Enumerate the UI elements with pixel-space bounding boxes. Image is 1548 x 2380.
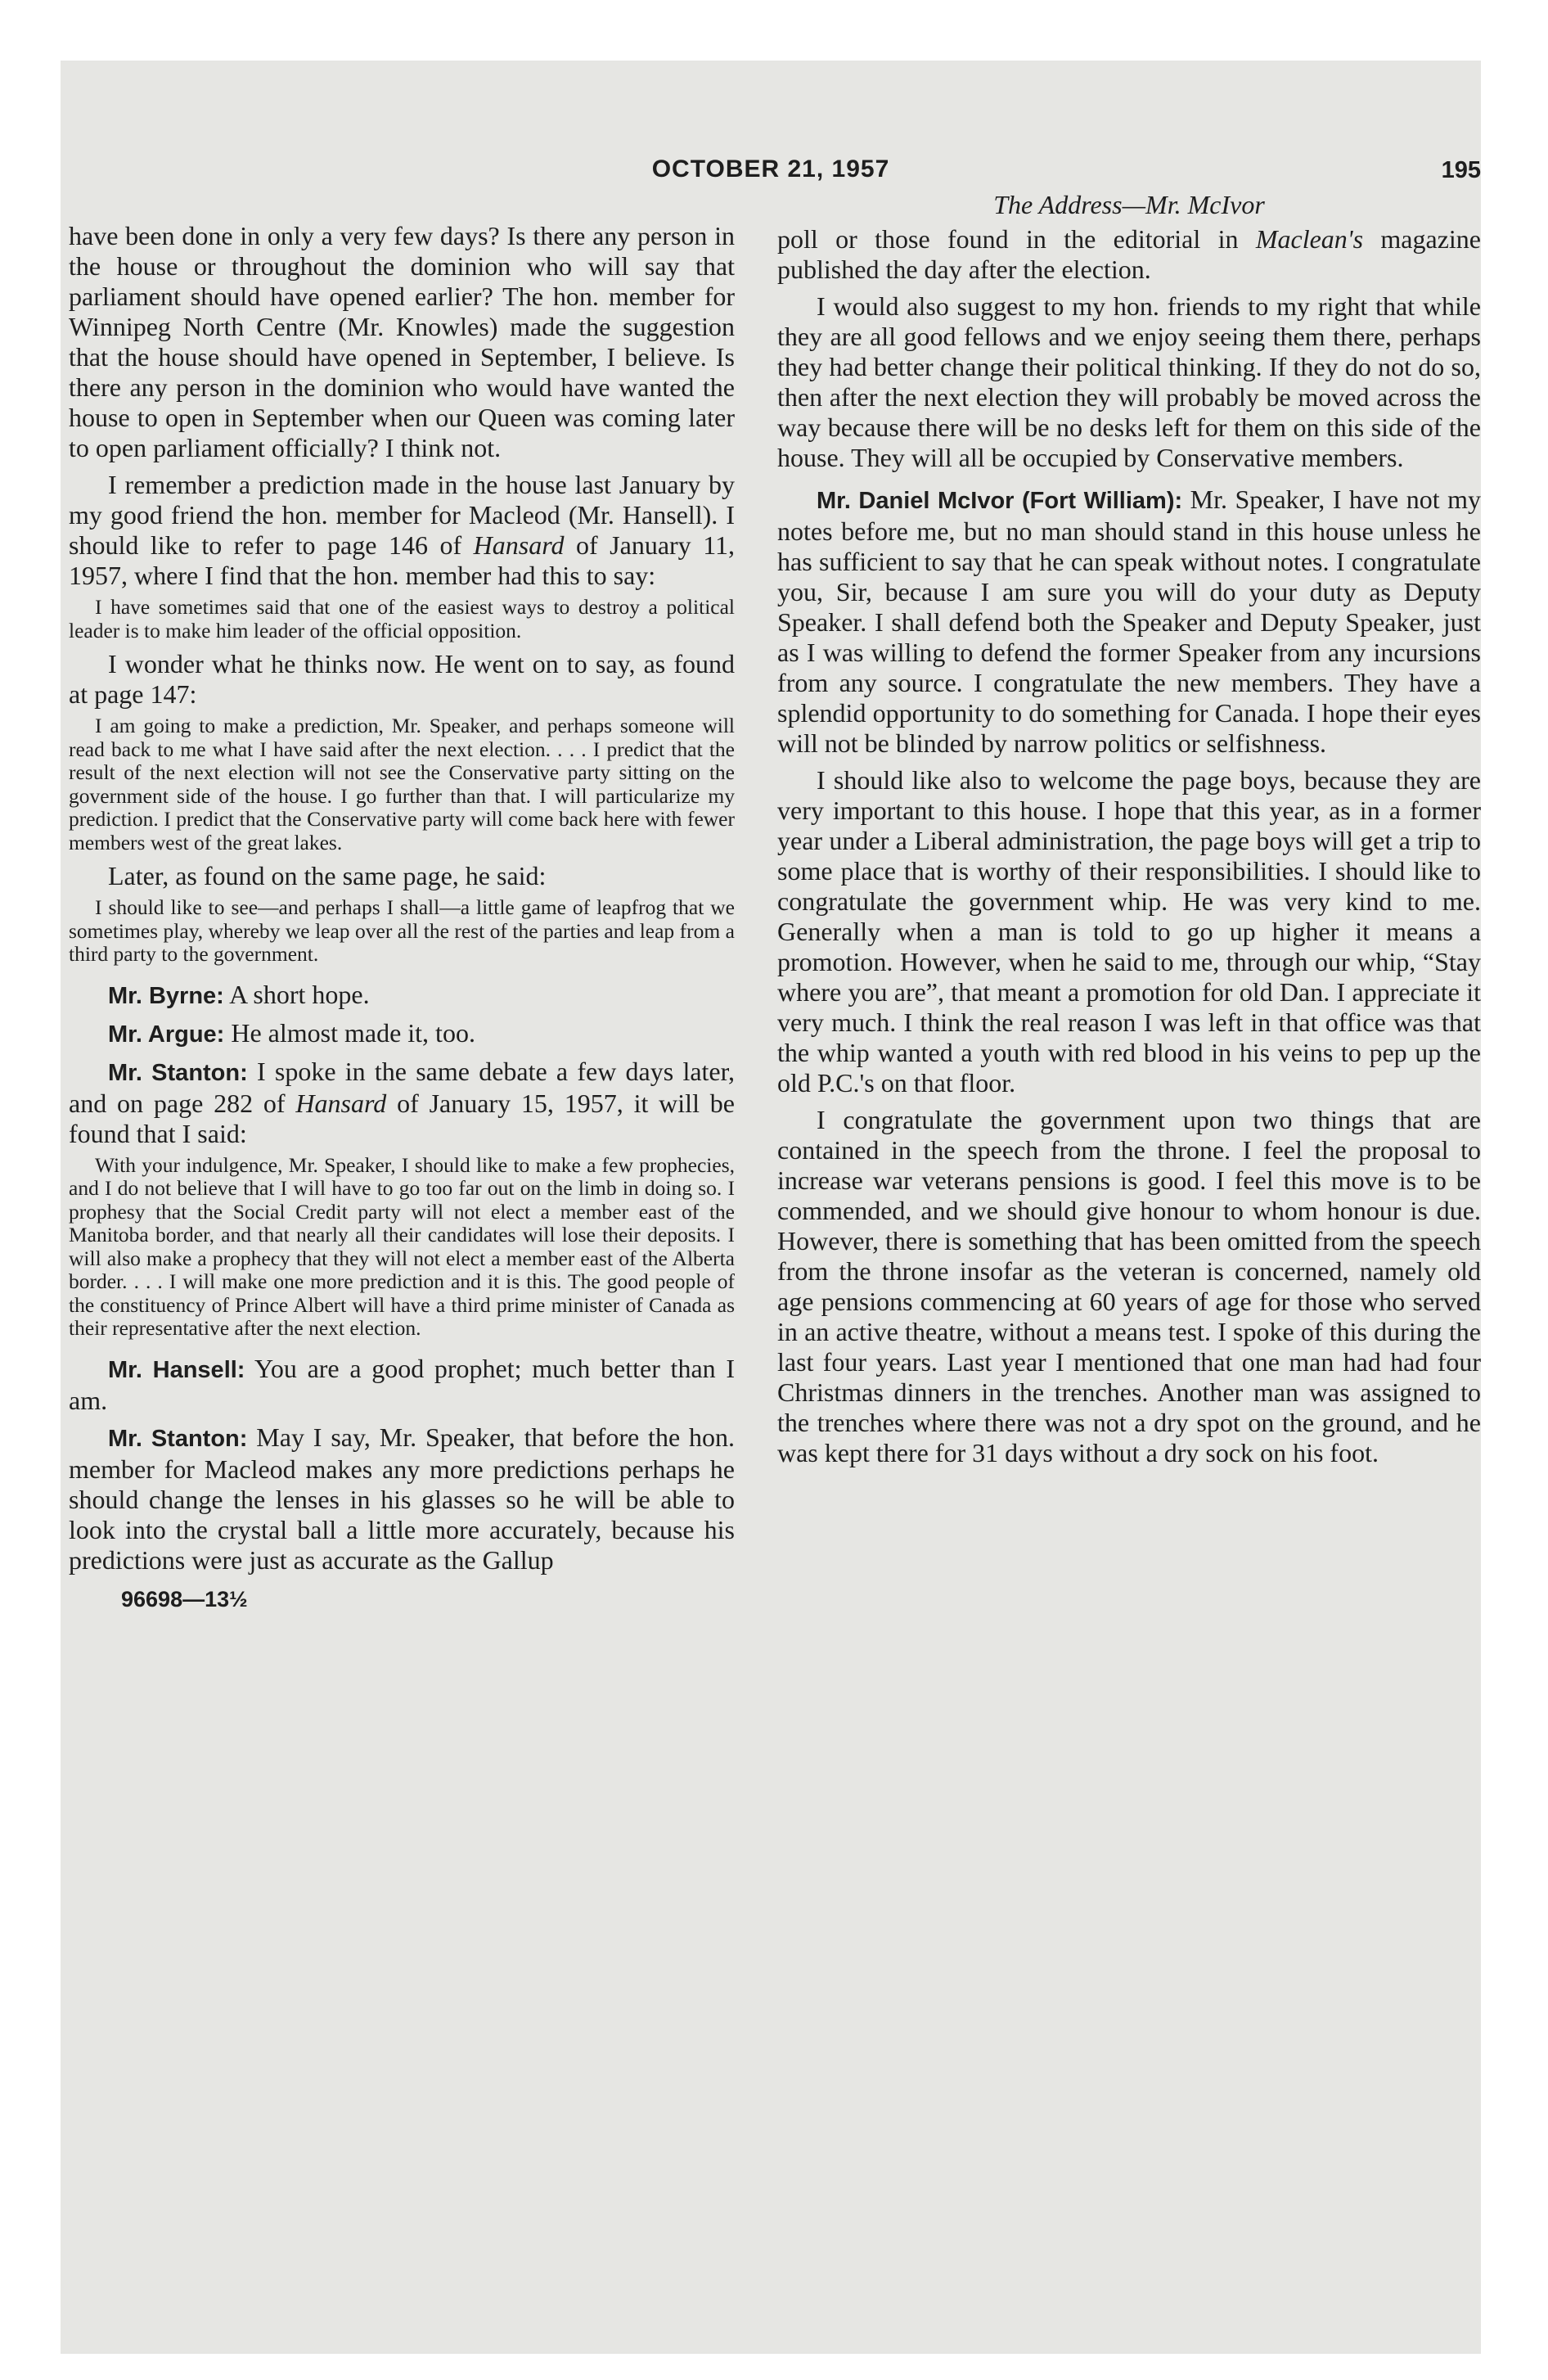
paragraph: have been done in only a very few days? Is there any person in the house or throughout the dominion who will say that parliament should have opened earlier? The hon. member for Winnipeg North Centre (Mr. Knowles) made the suggestion that the house should have opened in September, I believe. Is there any person in the dominion who would have wanted the house to open in September when our Queen was coming later to open parliament officially? I think not. (69, 221, 735, 462)
speaker-name: Mr. Daniel McIvor (Fort William): (817, 488, 1183, 514)
paragraph: I congratulate the government upon two things that are contained in the speech from the throne. I feel the proposal to increase war veterans pensions is good. I feel this move is to be commended, and we should give honour to whom honour is due. However, there is something that has been omitted from the speech from the throne insofar as the veteran is concerned, namely old age pensions commencing at 60 years of age for those who served in an active theatre, without a means test. I spoke of this during the last four years. Last year I mentioned that one man had had four Christmas dinners in the trenches. Another man was assigned to the trenches where there was not a dry spot on the ground, and he was kept there for 31 days without a dry sock on his foot. (777, 1105, 1481, 1467)
paragraph: I would also suggest to my hon. friends to my right that while they are all good fellows and we enjoy seeing them there, perhaps they had better change their political thinking. If they do not do so, then after the next election they will probably be moved across the way because there will be no desks left for them on this side of the house. They will all be occupied by Conservative members. (777, 291, 1481, 472)
paragraph: I wonder what he thinks now. He went on to say, as found at page 147: (69, 649, 735, 709)
paragraph: I remember a prediction made in the house last January by my good friend the hon. member for Macleod (Mr. Hansell). I should like to refer to page 146 of Hansard of January 11, 1957, where I find that the hon. member had this to say: (69, 470, 736, 590)
header-date: OCTOBER 21, 1957 (651, 156, 890, 183)
paragraph: Later, as found on the same page, he said: (108, 861, 547, 890)
speech-entry: Mr. Argue: He almost made it, too. (108, 1017, 475, 1048)
page-scan (61, 61, 1481, 2354)
footer-code: 96698—13½ (121, 1586, 248, 1611)
speaker-name: Mr. Byrne: (108, 982, 224, 1009)
speech-entry: Mr. Hansell: You are a good prophet; much better than I am. (69, 1353, 735, 1415)
speech-entry: Mr. Byrne: A short hope. (108, 979, 370, 1009)
speech-entry: Mr. Daniel McIvor (Fort William): Mr. Speaker, I have not my notes before me, but no man should stand in this house unless he has sufficient to say that he can speak without notes. I congratulate you, Sir, because I am sure you will do your duty as Deputy Speaker. I shall defend both the Speaker and Deputy Speaker, just as I was willing to defend the former Speaker from any incursions from any source. I congratulate the new members. They have a splendid opportunity to do something for Canada. I hope their eyes will not be blinded by narrow politics or selfishness. (777, 485, 1482, 758)
speech-entry: Mr. Stanton: I spoke in the same debate a few days later, and on page 282 of Hansard of January 15, 1957, it will be found that I said: (69, 1056, 736, 1148)
block-quote: I should like to see—and perhaps I shall—a little game of leapfrog that we sometimes play, whereby we leap over all the rest of the parties and leap from a third party to the government. (69, 895, 735, 966)
speaker-name: Mr. Stanton: (108, 1059, 248, 1086)
paragraph: I should like also to welcome the page boys, because they are very important to this house. I hope that this year, as in a former year under a Liberal administration, the page boys will get a trip to some place that is worthy of their responsibilities. I should like to congratulate the government whip. He was very kind to me. Generally when a man is told to go up higher it means a promotion. However, when he said to me, through our whip, “Stay where you are”, that meant a promotion for old Dan. I appreciate it very much. I think the real reason I was left in that office was that the whip wanted a youth with red blood in his veins to pep up the old P.C.'s on that floor. (777, 765, 1481, 1098)
running-head: The Address—Mr. McIvor (993, 190, 1265, 219)
block-quote: I am going to make a prediction, Mr. Speaker, and perhaps someone will read back to me what I have said after the next election. . . . I predict that the result of the next election will not see the Conservative party sitting on the government side of the house. I go further than that. I will particularize my prediction. I predict that the Conservative party will come back here with fewer members west of the great lakes. (69, 714, 735, 854)
page-number: 195 (1441, 157, 1481, 183)
block-quote: I have sometimes said that one of the easiest ways to destroy a political leader is to make him leader of the official opposition. (69, 595, 735, 642)
block-quote: With your indulgence, Mr. Speaker, I should like to make a few prophecies, and I do not believe that I will have to go too far out on the limb in doing so. I prophesy that the Social Credit party will not elect a member east of the Manitoba border, and that nearly all their candidates will lose their deposits. I will also make a prophecy that they will not elect a member east of the Alberta border. . . . I will make one more prediction and it is this. The good people of the constituency of Prince Albert will have a third prime minister of Canada as their representative after the next election. (69, 1152, 735, 1340)
speaker-name: Mr. Argue: (108, 1021, 225, 1048)
right-column (777, 224, 1481, 1468)
left-column (69, 221, 735, 1612)
paragraph: poll or those found in the editorial in Maclean's magazine published the day after the election. (777, 224, 1482, 284)
speech-entry: Mr. Stanton: May I say, Mr. Speaker, that before the hon. member for Macleod makes any more predictions perhaps he should change the lenses in his glasses so he will be able to look into the crystal ball a little more accurately, because his predictions were just as accurate as the Gallup (69, 1422, 736, 1575)
speaker-name: Mr. Stanton: (108, 1425, 248, 1452)
speaker-name: Mr. Hansell: (108, 1356, 245, 1383)
